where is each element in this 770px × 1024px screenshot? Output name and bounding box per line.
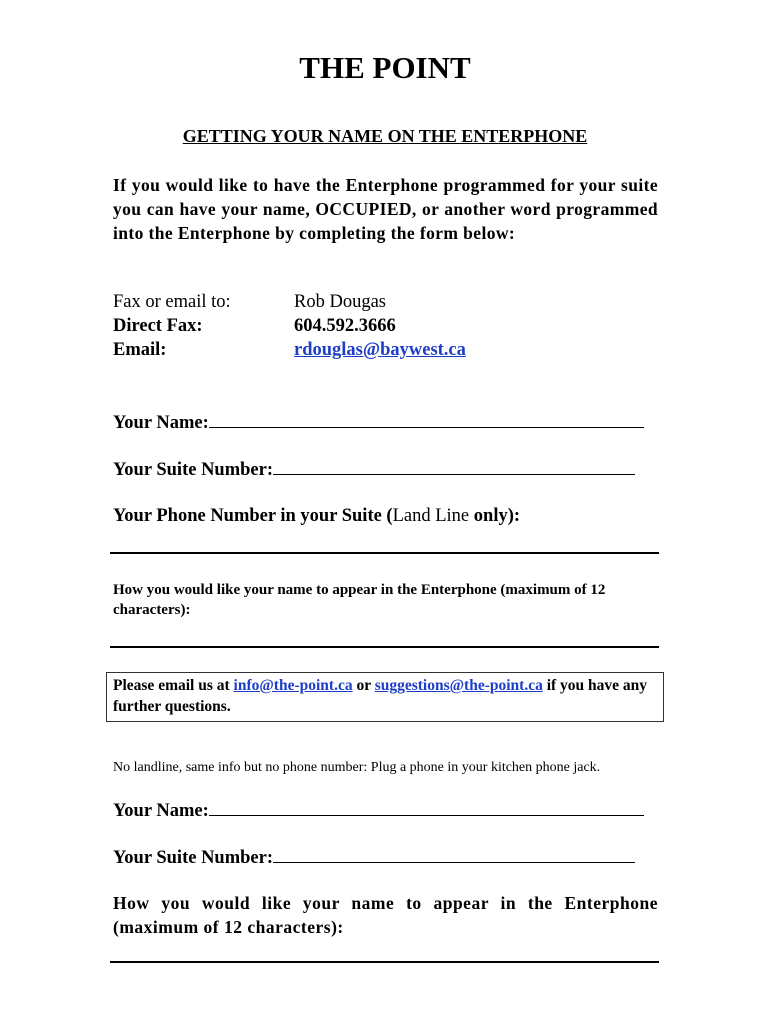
your-name-input-line[interactable] — [209, 410, 644, 428]
suggestions-email-link[interactable]: suggestions@the-point.ca — [374, 677, 543, 694]
display-name-input-line-2[interactable] — [110, 961, 659, 963]
send-label: Fax or email to: — [113, 292, 231, 312]
landline-note: No landline, same info but no phone number: Plug a phone in your kitchen phone jack. — [113, 760, 601, 775]
phone-label-start: Your Phone Number in your Suite ( — [113, 506, 393, 526]
suite-number-field-2 — [113, 845, 635, 869]
intro-paragraph: If you would like to have the Enterphone programmed for your suite you can have your name, OCCUPIED, or another word programmed into the Enterphone by completing the form below: — [113, 175, 658, 243]
note-prefix: Please email us at — [113, 677, 234, 694]
fax-label: Direct Fax: — [113, 316, 203, 336]
page-subtitle: GETTING YOUR NAME ON THE ENTERPHONE — [182, 126, 588, 146]
suite-number-field — [113, 457, 635, 481]
fax-value: 604.592.3666 — [294, 316, 396, 336]
phone-number-input-line[interactable] — [110, 552, 659, 554]
send-value: Rob Dougas — [294, 292, 386, 312]
note-middle: or — [352, 677, 375, 694]
phone-label-end: only): — [469, 506, 521, 526]
suite-number-label-2: Your Suite Number: — [113, 848, 273, 868]
info-email-link[interactable]: info@the-point.ca — [233, 677, 353, 694]
email-label: Email: — [113, 340, 167, 360]
page-title: THE POINT — [299, 50, 471, 85]
display-name-label-2: How you would like your name to appear in the Enterphone (maximum of 12 characters): — [113, 893, 658, 937]
suite-number-label: Your Suite Number: — [113, 460, 273, 480]
your-name-label-2: Your Name: — [113, 801, 209, 821]
note-suffix: if you have any further questions. — [113, 677, 648, 715]
phone-label-landline: Land Line — [392, 506, 470, 526]
phone-number-field — [113, 506, 520, 527]
your-name-field — [113, 410, 644, 434]
your-name-field-2 — [113, 798, 644, 822]
suite-number-input-line[interactable] — [273, 457, 635, 475]
your-name-input-line-2[interactable] — [209, 798, 644, 816]
questions-note-box — [106, 672, 664, 722]
suite-number-input-line-2[interactable] — [273, 845, 635, 863]
display-name-input-line[interactable] — [110, 646, 659, 648]
email-link[interactable]: rdouglas@baywest.ca — [294, 340, 466, 360]
your-name-label: Your Name: — [113, 413, 209, 433]
display-name-label: How you would like your name to appear in the Enterphone (maximum of 12 characters): — [113, 582, 606, 618]
